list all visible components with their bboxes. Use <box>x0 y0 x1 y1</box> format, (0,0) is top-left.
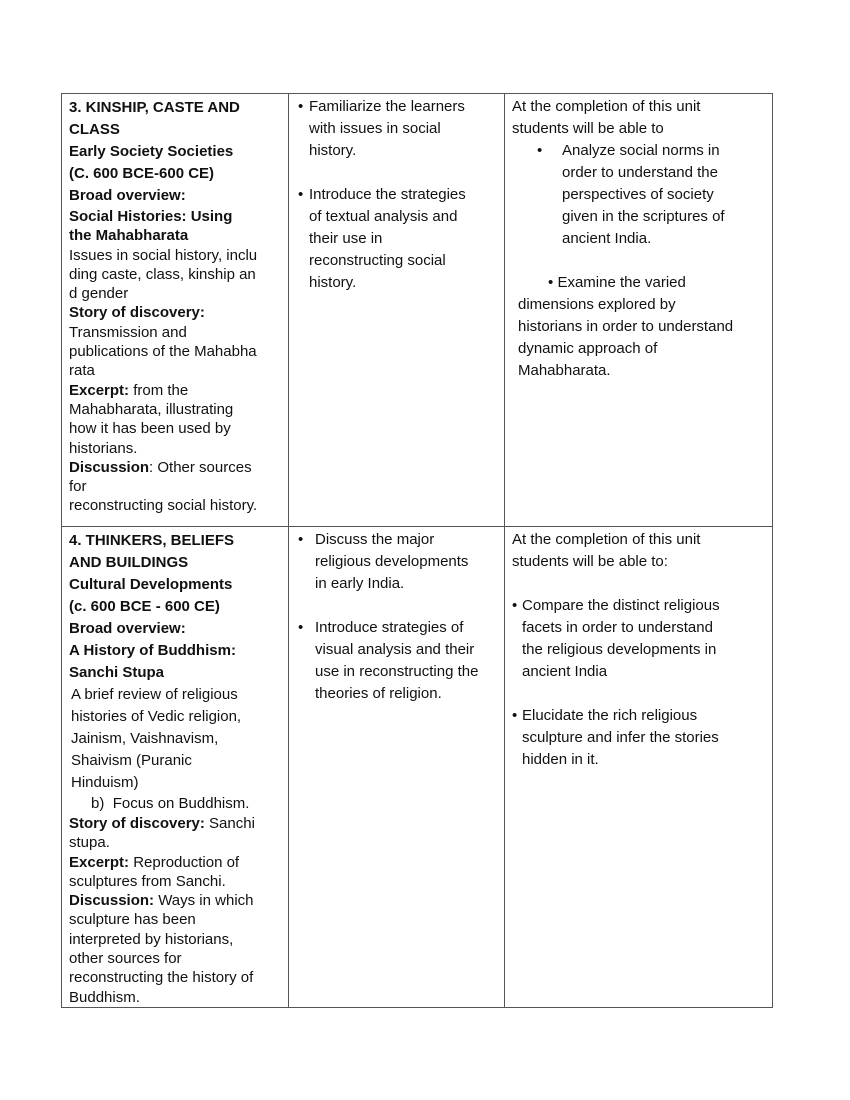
list-item: • Examine the varied dimensions explored by historians in order to understand dynamic approach of Mahabharata. <box>518 274 734 379</box>
outcomes-cell <box>505 527 773 1008</box>
bullet-icon: • <box>548 274 554 291</box>
bullet-icon: • <box>298 186 304 203</box>
issues-text: Issues in social history, inclu ding caste, class, kinship an d gender <box>69 246 258 303</box>
story-of-discovery: Story of discovery: Transmission and publications of the Mahabha rata <box>69 304 257 380</box>
unit-subheading: Early Society Societies <box>69 143 234 160</box>
unit-period: (C. 600 BCE-600 CE) <box>69 165 215 182</box>
outcomes-cell <box>505 94 773 527</box>
outcomes-intro: At the completion of this unit students will be able to: <box>512 531 701 570</box>
list-item: • Elucidate the rich religious sculpture and infer the stories hidden in it. <box>512 707 719 768</box>
bullet-icon: • <box>298 98 304 115</box>
theme-title: A History of Buddhism: Sanchi Stupa <box>69 642 236 681</box>
overview-label: Broad overview: <box>69 620 186 637</box>
unit-heading: 4. THINKERS, BELIEFS AND BUILDINGS <box>69 532 235 571</box>
excerpt: Excerpt: from the Mahabharata, illustrating how it has been used by historians. <box>69 381 234 457</box>
list-item: • Introduce strategies of visual analysis and their use in reconstructing the theories of religion. <box>298 619 479 702</box>
review-text: A brief review of religious histories of Vedic religion, Jainism, Vaishnavism, Shaivism (Puranic Hinduism) <box>71 686 242 791</box>
discussion: Discussion: Other sources for reconstructing social history. <box>69 458 258 515</box>
list-item: • Familiarize the learners with issues in social history. <box>298 98 465 159</box>
table-row <box>62 527 773 1008</box>
list-item: • Discuss the major religious developments in early India. <box>298 531 469 592</box>
theme-title: Social Histories: Using the Mahabharata <box>69 208 233 245</box>
discussion: Discussion: Ways in which sculpture has been interpreted by historians, other sources for reconstructing the history of Buddhism. <box>69 892 254 1006</box>
overview-label: Broad overview: <box>69 187 186 204</box>
topic-cell <box>62 94 289 527</box>
unit-heading: 3. KINSHIP, CASTE AND CLASS <box>69 99 240 138</box>
unit-subheading: Cultural Developments <box>69 576 233 593</box>
focus-item: b) Focus on Buddhism. <box>91 795 250 812</box>
excerpt: Excerpt: Reproduction of sculptures from Sanchi. <box>69 853 240 890</box>
bullet-icon: • <box>512 597 518 614</box>
table-row <box>62 94 773 527</box>
list-item: • Compare the distinct religious facets in order to understand the religious developments in ancient India <box>512 597 720 680</box>
topic-cell <box>62 527 289 1008</box>
syllabus-table <box>61 93 773 1008</box>
objectives-cell <box>289 527 505 1008</box>
bullet-icon: • <box>512 707 518 724</box>
bullet-icon: • <box>537 142 543 159</box>
unit-period: (c. 600 BCE - 600 CE) <box>69 598 220 615</box>
list-item: • Introduce the strategies of textual analysis and their use in reconstructing social history. <box>298 186 466 291</box>
objectives-cell <box>289 94 505 527</box>
list-item: • Analyze social norms in order to understand the perspectives of society given in the scriptures of ancient India. <box>537 142 725 247</box>
outcomes-intro: At the completion of this unit students will be able to <box>512 98 701 137</box>
bullet-icon: • <box>298 619 304 636</box>
bullet-icon: • <box>298 531 304 548</box>
story-of-discovery: Story of discovery: Sanchi stupa. <box>69 815 255 852</box>
